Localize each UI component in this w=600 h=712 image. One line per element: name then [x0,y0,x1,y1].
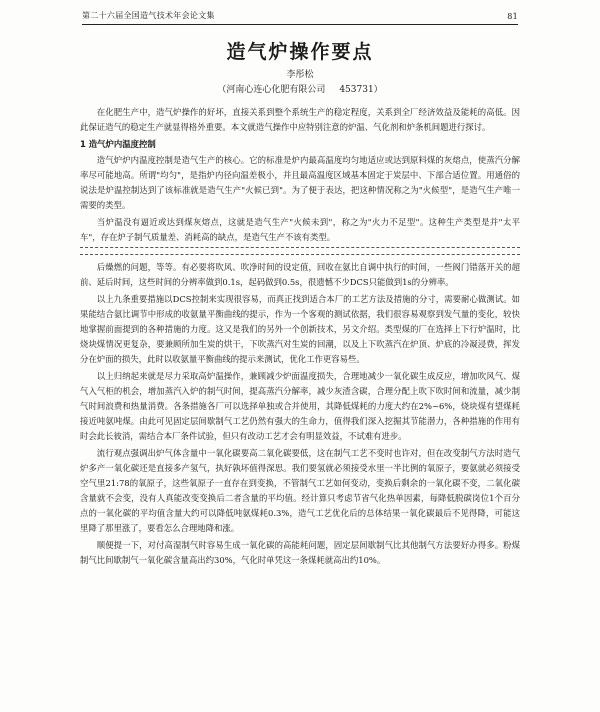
intro-paragraph: 在化肥生产中，造气炉操作的好坏，直接关系到整个系统生产的稳定程度，关系到全厂经济效益及能耗的高低。因此保证造气的稳定生产就显得格外重要。本文就造气操作中应特别注意的炉温、气化剂和炉条机间题进行探讨。 [80,107,520,132]
body-paragraph: 以上归纳起来就是尽力采取高炉温操作，兼顾减少炉面温度损失，合理地减少一氧化碳生成反应，增加吹风气、煤气入气柜的机会，增加蒸汽入炉的制气时间，提高蒸汽分解率，减少灰渣含碳，合理分配上吹下吹时间和流量，减少制气时间浪费和热量消费。各条措施各厂可以选择单独或合并使用，其降低煤耗的力度大约在2%~6%，烧块煤有望煤耗接近吨氨吨煤。由此可见固定层间歇制气工艺仍然有强大的生命力，值得我们深入挖掘其节能潜力，各种措施的作用有时会此长彼消，需结合本厂条件试验，但只有改动工艺才会有明显效益，不试难有进步。 [80,371,520,441]
affiliation-postcode: 453731） [339,85,383,95]
article-affiliation [0,82,600,95]
header-divider [82,24,518,25]
page-break-separator [80,247,520,255]
body-paragraph: 以上九条重要措施以DCS控制来实现很容易，而真正找到适合本厂的工艺方法及措施的分寸，需要耐心做测试。如果能结合氨比调节中形成的收氨量平衡曲线的提示，作为一个客观的测试依据，我们很容易观察到发气量的变化，较快地掌握前面提到的各种措施的力度。这又是我们的另外一个创新技术，另文介绍。类型煤的厂在选择上下行炉温时，比烧块煤情况更复杂，要兼顾所加生炭的烘干，下吹蒸汽对生炭的回潮，以及上下吹蒸汽在炉顶、炉底的冷凝浸费，挥发分在炉面的损失，此时以收氨量平衡曲线的提示来测试，优化工作更容易些。 [80,294,520,364]
journal-name: 第二十六届全国造气技术年会论文集 [82,11,215,20]
article-author: 李彤松 [286,70,314,80]
section-heading: 1 造气炉内温度控制 [80,139,156,149]
body-paragraph: 流行观点强调出炉气体含量中一氧化碳要高二氧化碳要低，这在制气工艺不变时也许对，但在改变制气方法时造气炉多产一氧化碳还是直接多产氢气，执好孰坏值得深思。我们要氢就必须接受水里一半比例的氧原子，要氨就必须接受空气里21:78的氧原子，这些氧原子一直存在到变换，不管制气工艺如何变动，变换后剩余的一氧化碳不变，二氧化碳含量就不会变，没有人真能改变变换后二者含量的平均值。经计算只考虑节省气化热单因素，每降低脱碳岗位1个百分点的一氧化碳的平均值含量大约可以降低吨氨煤耗0.3%，造气工艺优化后的总体结果一氧化碳最后不见得降，可能这里降了那里涨了，要看怎么合理地降和涨。 [80,448,520,533]
body-paragraph: 造气炉炉内温度控制是造气生产的核心。它的标准是炉内最高温度均匀地适应或达到原料煤的灰熔点，使蒸汽分解率尽可能地高。所谓"均匀"，是指炉内径向温差极小，并且最高温度区域基本固定于炭层中、下部合适位置。用通俗的说法是炉温控制达到了该标准就是造气生产"火候已到"。为了便于表达，把这种情况称之为"火候型"，是造气生产唯一需要的类型。 [80,155,520,210]
running-header [82,10,518,21]
body-paragraph: 当炉温没有逼近或达到煤灰熔点，这就是造气生产"火候未到"，称之为"火力不足型"。这种生产类型是并"太平车"，存在炉子制气质量差、消耗高的缺点，是造气生产不该有类型。 [80,217,520,242]
affiliation-name: （河南心连心化肥有限公司 [217,85,326,95]
page-number: 81 [507,12,518,21]
body-paragraph: 后燥燃的问题，等等。有必要将吹风、吹净时间的设定值，回收在氨比自调中执行的时间，一些阀门错落开关的超前、延后时间，这些时间的分辨率做到0.1s，起码做到0.5s，很遗憾不少DCS只能做到1s的分辨率。 [80,262,520,287]
body-paragraph: 顺便提一下，对付高湿制气时容易生成一氧化碳的高能耗问题，固定层间歇制气比其他制气方法要好办得多。粉煤制气比间歇制气一氧化碳含量高出约30%，气化时单凭这一条煤耗就高出约10%。 [80,540,520,565]
article-body [80,105,520,570]
article-title: 造气炉操作要点 [226,41,374,63]
